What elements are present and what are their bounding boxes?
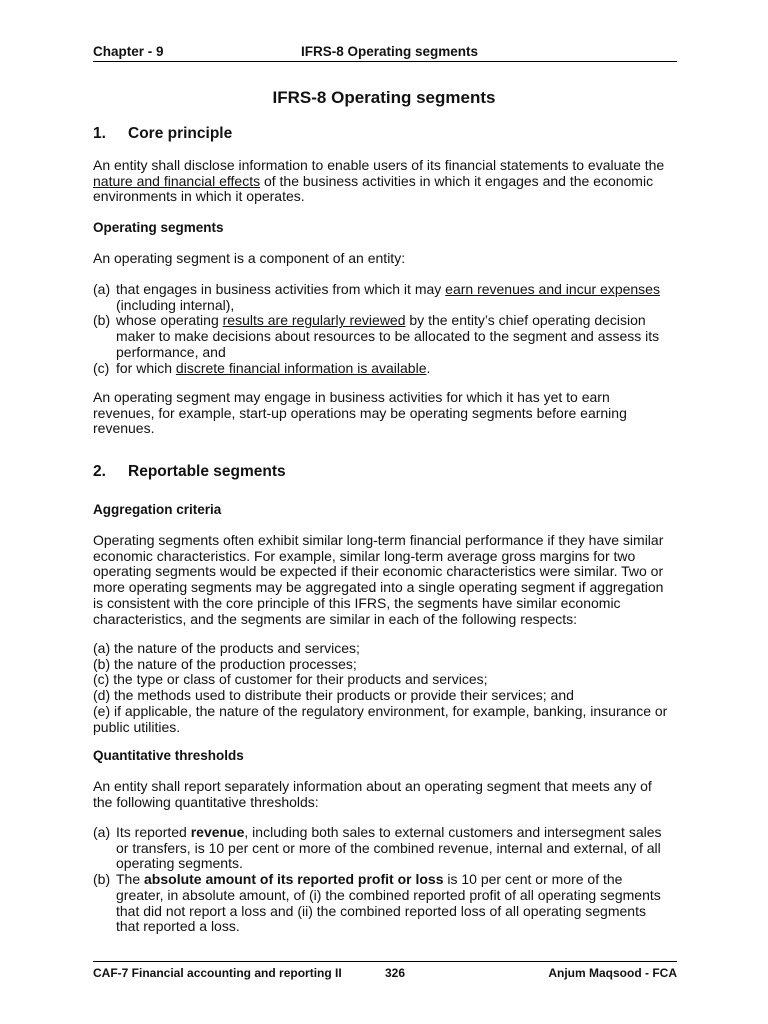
quantitative-thresholds-subheading: Quantitative thresholds xyxy=(93,748,244,763)
core-principle-paragraph: An entity shall disclose information to enable users of its financial statements to evaluate the nature and financial effects of the business activities in which it engages and the economic environments in which it operates. xyxy=(93,157,665,205)
thresholds-list xyxy=(93,825,693,935)
list-item: (a) Its reported revenue, including both sales to external customers and intersegment sales or transfers, is 10 per cent or more of the combined revenue, internal and external, of all operating segments. xyxy=(93,824,662,872)
aggregation-paragraph: Operating segments often exhibit similar long-term financial performance if they have similar economic characteristics. For example, similar long-term average gross margins for two operating segments would be expected if their economic characteristics were similar. Two or more operating segments may be aggregated into a single operating segment if aggregation is consistent with the core principle of this IFRS, the segments have similar economic characteristics, and the segments are similar in each of the following respects: xyxy=(93,532,664,627)
page-number: 326 xyxy=(385,966,406,980)
aggregation-criteria-list: (a) the nature of the products and services; (b) the nature of the production processes; (c) the type or class of customer for their products and services; (d) the methods used to distribute their products or provide their services; and (e) if applicable, the nature of the regulatory environment, for example, banking, insurance or public utilities. xyxy=(93,641,693,735)
operating-segment-intro: An operating segment is a component of an entity: xyxy=(93,250,406,266)
list-item: (b) the nature of the production processes; xyxy=(93,655,357,672)
section-2-heading xyxy=(93,463,286,481)
list-item: (b) whose operating results are regularly reviewed by the entity’s chief operating decision maker to make decisions about resources to be allocated to the segment and assess its performance, and xyxy=(93,312,660,360)
header-title: IFRS-8 Operating segments xyxy=(301,44,479,59)
page-header xyxy=(93,44,677,62)
author-label: Anjum Maqsood - FCA xyxy=(548,966,677,980)
document-title: IFRS-8 Operating segments xyxy=(272,88,496,107)
thresholds-intro: An entity shall report separately information about an operating segment that meets any of the following quantitative thresholds: xyxy=(93,778,652,810)
section-1-heading xyxy=(93,125,232,143)
section-number: 1. xyxy=(93,125,106,142)
underlined-phrase: nature and financial effects xyxy=(93,172,261,189)
list-item: (c) the type or class of customer for their products and services; xyxy=(93,671,488,688)
chapter-label: Chapter - 9 xyxy=(93,44,164,59)
section-title: Reportable segments xyxy=(128,463,286,480)
operating-segment-list xyxy=(93,282,693,376)
list-item: (c) for which discrete financial information is available. xyxy=(93,359,431,376)
list-item: (e) if applicable, the nature of the regulatory environment, for example, banking, insurance or xyxy=(93,702,668,719)
operating-segments-subheading: Operating segments xyxy=(93,220,224,235)
list-item: (d) the methods used to distribute their products or provide their services; and xyxy=(93,687,574,704)
startup-paragraph: An operating segment may engage in business activities for which it has yet to earn revenues, for example, start-up operations may be operating segments before earning revenues. xyxy=(93,389,627,437)
list-item: (a) that engages in business activities from which it may earn revenues and incur expenses (including internal), xyxy=(93,281,660,313)
aggregation-criteria-subheading: Aggregation criteria xyxy=(93,502,222,517)
list-item: (b) The absolute amount of its reported profit or loss is 10 per cent or more of the greater, in absolute amount, of (i) the combined reported profit of all operating segments that did not report a loss and (ii) the combined reported loss of all operating segments that reported a loss. xyxy=(93,871,661,935)
section-title: Core principle xyxy=(128,125,233,142)
course-label: CAF-7 Financial accounting and reporting II xyxy=(93,966,342,980)
page-footer xyxy=(93,961,677,982)
list-item: (a) the nature of the products and services; xyxy=(93,640,360,656)
section-number: 2. xyxy=(93,463,106,480)
